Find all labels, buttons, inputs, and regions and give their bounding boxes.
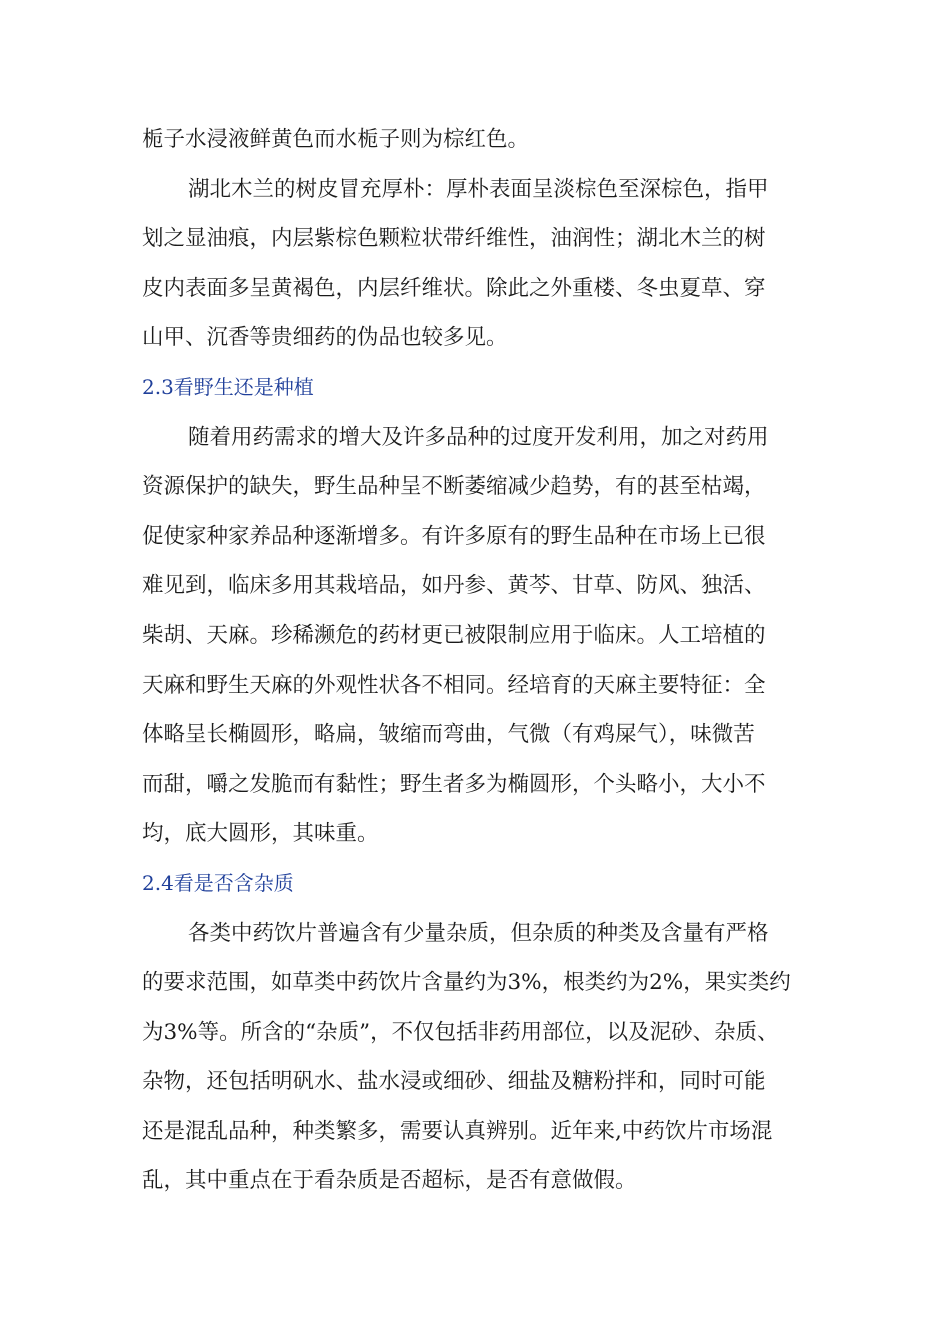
paragraph-line: 的要求范围，如草类中药饮片含量约为3%，根类约为2%，果实类约	[142, 970, 791, 996]
section-heading-2-4: 2.4看是否含杂质	[142, 870, 294, 895]
paragraph-line: 杂物，还包括明矾水、盐水浸或细砂、细盐及糖粉拌和，同时可能	[142, 1069, 766, 1095]
paragraph-line: 随着用药需求的增大及许多品种的过度开发利用，加之对药用	[188, 424, 769, 450]
section-heading-2-3: 2.3看野生还是种植	[142, 374, 314, 399]
paragraph-line: 天麻和野生天麻的外观性状各不相同。经培育的天麻主要特征：全	[142, 672, 766, 698]
paragraph-line: 乱，其中重点在于看杂质是否超标，是否有意做假。	[142, 1168, 637, 1194]
paragraph-line: 各类中药饮片普遍含有少量杂质，但杂质的种类及含量有严格	[188, 920, 769, 946]
paragraph-line: 湖北木兰的树皮冒充厚朴：厚朴表面呈淡棕色至深棕色，指甲	[188, 176, 769, 202]
paragraph-line: 划之显油痕，内层紫棕色颗粒状带纤维性，油润性；湖北木兰的树	[142, 226, 766, 252]
paragraph-line: 体略呈长椭圆形，略扁，皱缩而弯曲，气微（有鸡屎气），味微苦	[142, 722, 755, 748]
paragraph-line: 促使家种家养品种逐渐增多。有许多原有的野生品种在市场上已很	[142, 523, 766, 549]
paragraph-line: 为3%等。所含的“杂质”，不仅包括非药用部位，以及泥砂、杂质、	[142, 1019, 779, 1045]
paragraph-line: 还是混乱品种，种类繁多，需要认真辨别。近年来,中药饮片市场混	[142, 1118, 773, 1144]
document-body	[142, 115, 812, 1206]
paragraph-continuation: 栀子水浸液鲜黄色而水栀子则为棕红色。	[142, 127, 530, 152]
paragraph-line: 皮内表面多呈黄褐色，内层纤维状。除此之外重楼、冬虫夏草、穿	[142, 275, 766, 301]
paragraph-line: 柴胡、天麻。珍稀濒危的药材更已被限制应用于临床。人工培植的	[142, 622, 766, 648]
paragraph-line: 山甲、沉香等贵细药的伪品也较多见。	[142, 325, 508, 351]
paragraph-line: 资源保护的缺失，野生品种呈不断萎缩减少趋势，有的甚至枯竭，	[142, 474, 766, 500]
paragraph-line: 均，底大圆形，其味重。	[142, 821, 379, 847]
paragraph-line: 而甜，嚼之发脆而有黏性；野生者多为椭圆形，个头略小，大小不	[142, 771, 766, 797]
paragraph-line: 难见到，临床多用其栽培品，如丹参、黄芩、甘草、防风、独活、	[142, 573, 766, 599]
